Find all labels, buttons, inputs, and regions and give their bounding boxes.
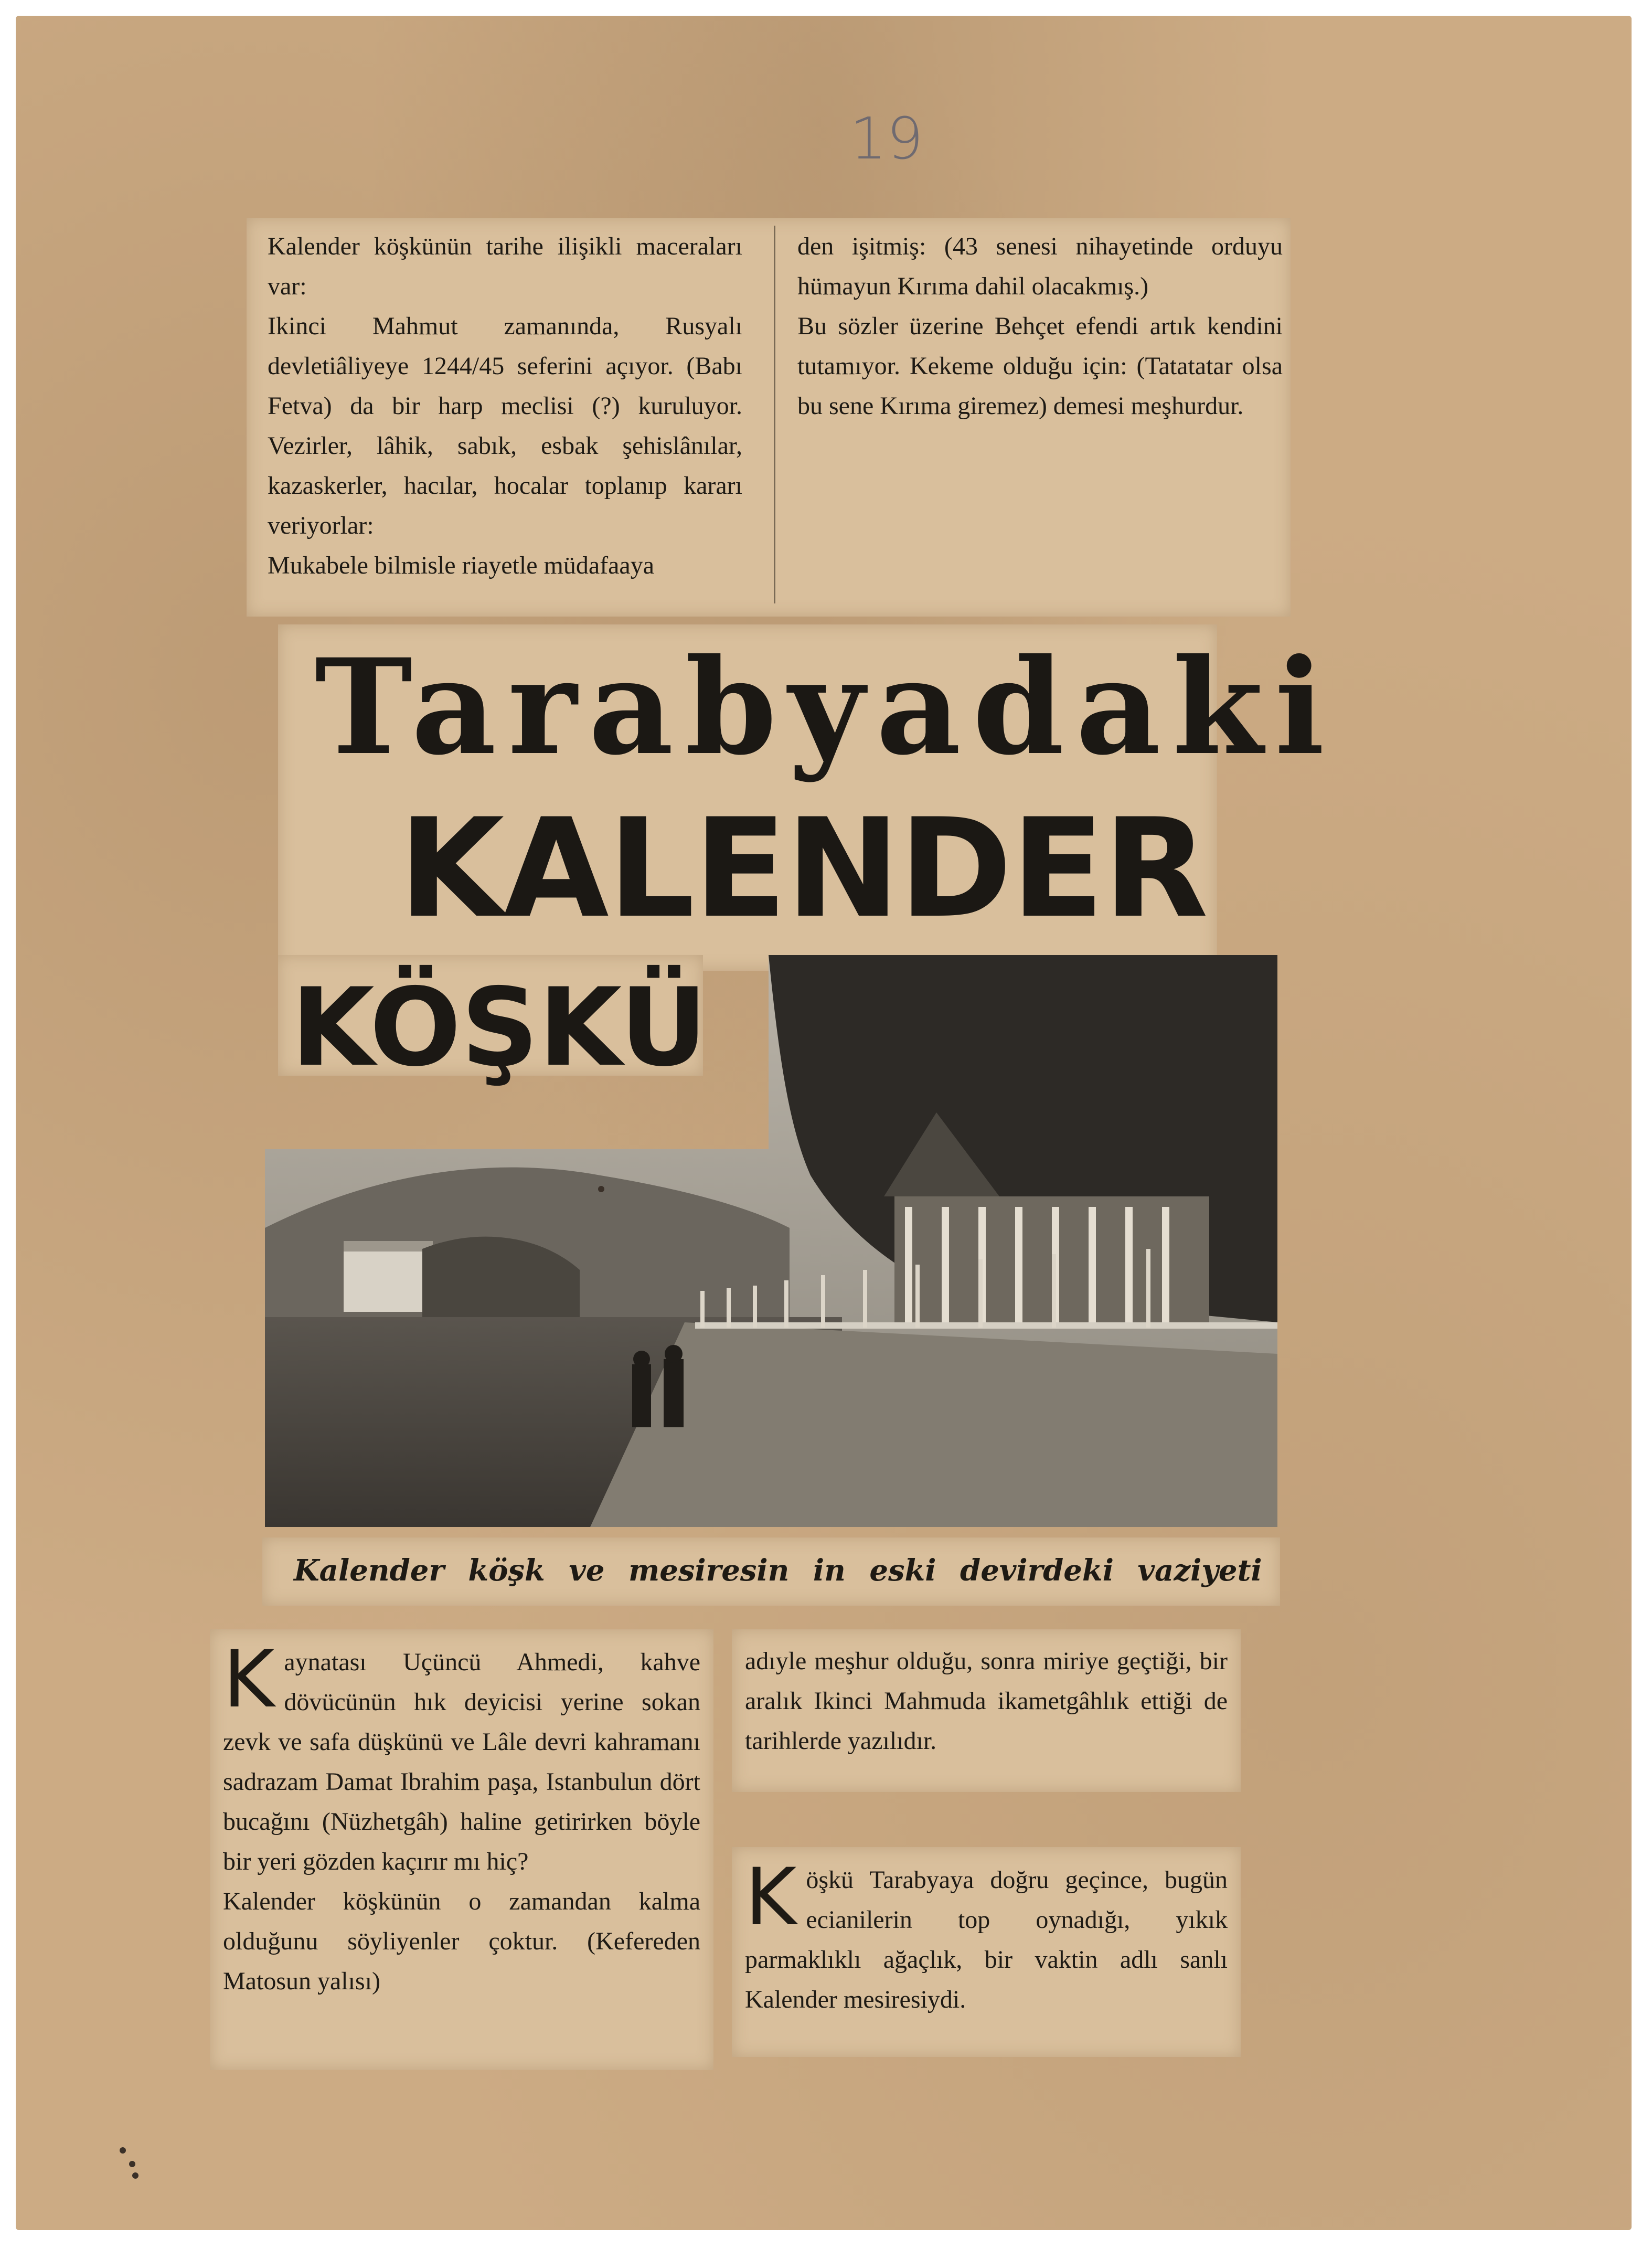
ink-dot (598, 1186, 604, 1192)
ink-dot (129, 2161, 135, 2167)
ink-dot (120, 2147, 126, 2154)
dropcap-k-left: K (223, 1634, 275, 1725)
photo-caption: Kalender köşk ve mesiresin in eski devirdeki vaziyeti (294, 1553, 1262, 1588)
bottom-right-column-1: adıyle meşhur olduğu, sonra miriye geçtiği, bir aralık Ikinci Mahmuda ikametgâhlık ettiği de tarihlerde yazılıdır. (745, 1647, 1228, 1755)
handwritten-page-number: 19 (850, 105, 923, 172)
column-divider (774, 226, 775, 603)
headline-kalender: KALENDER (399, 790, 1208, 948)
dropcap-k-right: K (745, 1852, 797, 1943)
ink-dot (132, 2172, 138, 2179)
top-right-column: den işitmiş: (43 senesi nihayetinde orduyu hümayun Kırıma dahil olacakmış.) Bu sözler üzerine Behçet efendi artık kendini tutamıyor. Kekeme olduğu için: (Tatatatar olsa bu sene Kırıma giremez) demesi meşhurdur. (797, 232, 1283, 420)
bottom-left-text: aynatası Uçüncü Ahmedi, kahve dövücünün hık deyicisi yerine sokan zevk ve safa düşkünü ve Lâle devri kahramanı sadrazam Damat Ibrahim paşa, Istanbulun dört bucağını (Nüzhetgâh) haline getirirken böyle bir yeri gözden kaçırır mı hiç? Kalender köşkünün o zamandan kalma olduğunu söyliyenler çoktur. (Kefereden Matosun yalısı) (223, 1648, 700, 1995)
bottom-left-column (223, 1634, 700, 2001)
kalender-kosku-photo (265, 955, 1277, 1527)
top-left-column: Kalender köşkünün tarihe ilişikli maceraları var: Ikinci Mahmut zamanında, Rusyalı devletiâliyeye 1244/45 seferini açıyor. (Babı Fetva) da bir harp meclisi (?) kuruluyor. Vezirler, lâhik, sabık, esbak şehislânılar, kazaskerler, hacılar, hocalar toplanıp kararı veriyorlar: Mukabele bilmisle riayetle müdafaaya (268, 232, 742, 579)
headline-tarabyadaki: Tarabyadaki (315, 630, 1336, 784)
headline-kosku: KÖŞKÜ (291, 966, 708, 1090)
bottom-right-column-2 (745, 1852, 1228, 2020)
bottom-right-text: öşkü Tarabyaya doğru geçince, bugün ecianilerin top oynadığı, yıkık parmaklıklı ağaçlık, bir vaktin adlı sanlı Kalender mesiresiydi. (745, 1866, 1228, 2013)
